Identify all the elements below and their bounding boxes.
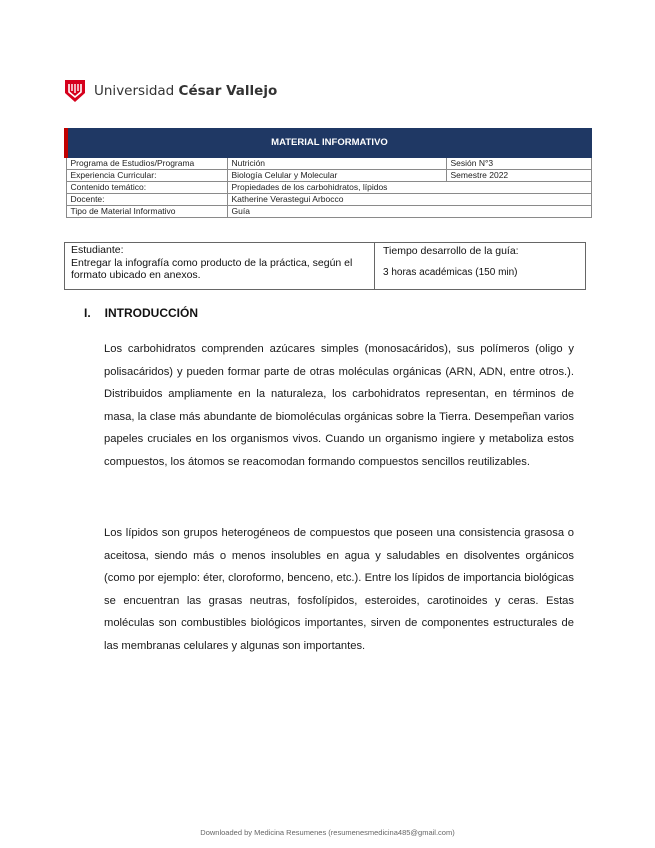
- section-number: I.: [84, 306, 91, 320]
- student-label: Estudiante:: [71, 244, 124, 256]
- time-value: 3 horas académicas (150 min): [383, 266, 518, 278]
- row-value: Katherine Verastegui Arbocco: [227, 194, 592, 206]
- section-title: INTRODUCCIÓN: [104, 306, 198, 320]
- info-table: [64, 128, 592, 218]
- row-value: Propiedades de los carbohidratos, lípidos: [227, 182, 592, 194]
- row-extra: Semestre 2022: [446, 170, 592, 182]
- time-label: Tiempo desarrollo de la guía:: [383, 245, 519, 257]
- row-value: Biología Celular y Molecular: [227, 170, 446, 182]
- section-heading: [84, 306, 198, 320]
- table-row: [66, 182, 592, 194]
- table-row: [66, 170, 592, 182]
- row-label: Programa de Estudios/Programa: [66, 158, 227, 170]
- download-footer: Downloaded by Medicina Resumenes (resumenesmedicina485@gmail.com): [200, 828, 455, 837]
- row-value: Nutrición: [227, 158, 446, 170]
- row-extra: Sesión N°3: [446, 158, 592, 170]
- student-task: Entregar la infografía como producto de la práctica, según el formato ubicado en anexos.: [71, 256, 353, 281]
- row-label: Experiencia Curricular:: [66, 170, 227, 182]
- table-row: [66, 194, 592, 206]
- row-label: Contenido temático:: [66, 182, 227, 194]
- brand-regular: Universidad: [94, 83, 175, 99]
- paragraph-carbohidratos: Los carbohidratos comprenden azúcares simples (monosacáridos), sus polímeros (oligo y polisacáridos) y pueden formar parte de otras moléculas orgánicas (ARN, ADN, entre otros.). Distribuidos ampliamente en la naturaleza, los carbohidratos representan, en términos de masa, la clase más abundante de biomoléculas orgánicas sobre la Tierra. Desempeñan varios papeles cruciales en los organismos vivos. Cuando un organismo ingiere y metaboliza estos compuestos, los átomos se reacomodan formando compuestos sencillos reutilizables.: [104, 343, 574, 468]
- paragraph-lipidos: Los lípidos son grupos heterogéneos de compuestos que poseen una consistencia grasosa o aceitosa, siendo más o menos insolubles en agua y saludables en disolventes orgánicos (como por ejemplo: éter, cloroformo, benceno, etc.). Entre los lípidos de importancia biológicas se encuentran las grasas neutras, fosfolípidos, esteroides, carotinoides y ceras. Estas moléculas son combustibles biológicos importantes, sirven de componentes estructurales de las membranas celulares y algunas son importantes.: [104, 527, 574, 652]
- university-name: [94, 83, 277, 99]
- row-label: Docente:: [66, 194, 227, 206]
- student-box: [64, 242, 586, 290]
- row-value: Guía: [227, 206, 592, 218]
- row-label: Tipo de Material Informativo: [66, 206, 227, 218]
- brand-bold: César Vallejo: [178, 83, 278, 99]
- table-row: [66, 206, 592, 218]
- university-logo: [64, 78, 277, 104]
- student-cell: [65, 243, 375, 289]
- university-shield-icon: [64, 79, 86, 103]
- time-cell: [375, 243, 585, 289]
- table-row: [66, 158, 592, 170]
- info-table-title: MATERIAL INFORMATIVO: [66, 129, 592, 158]
